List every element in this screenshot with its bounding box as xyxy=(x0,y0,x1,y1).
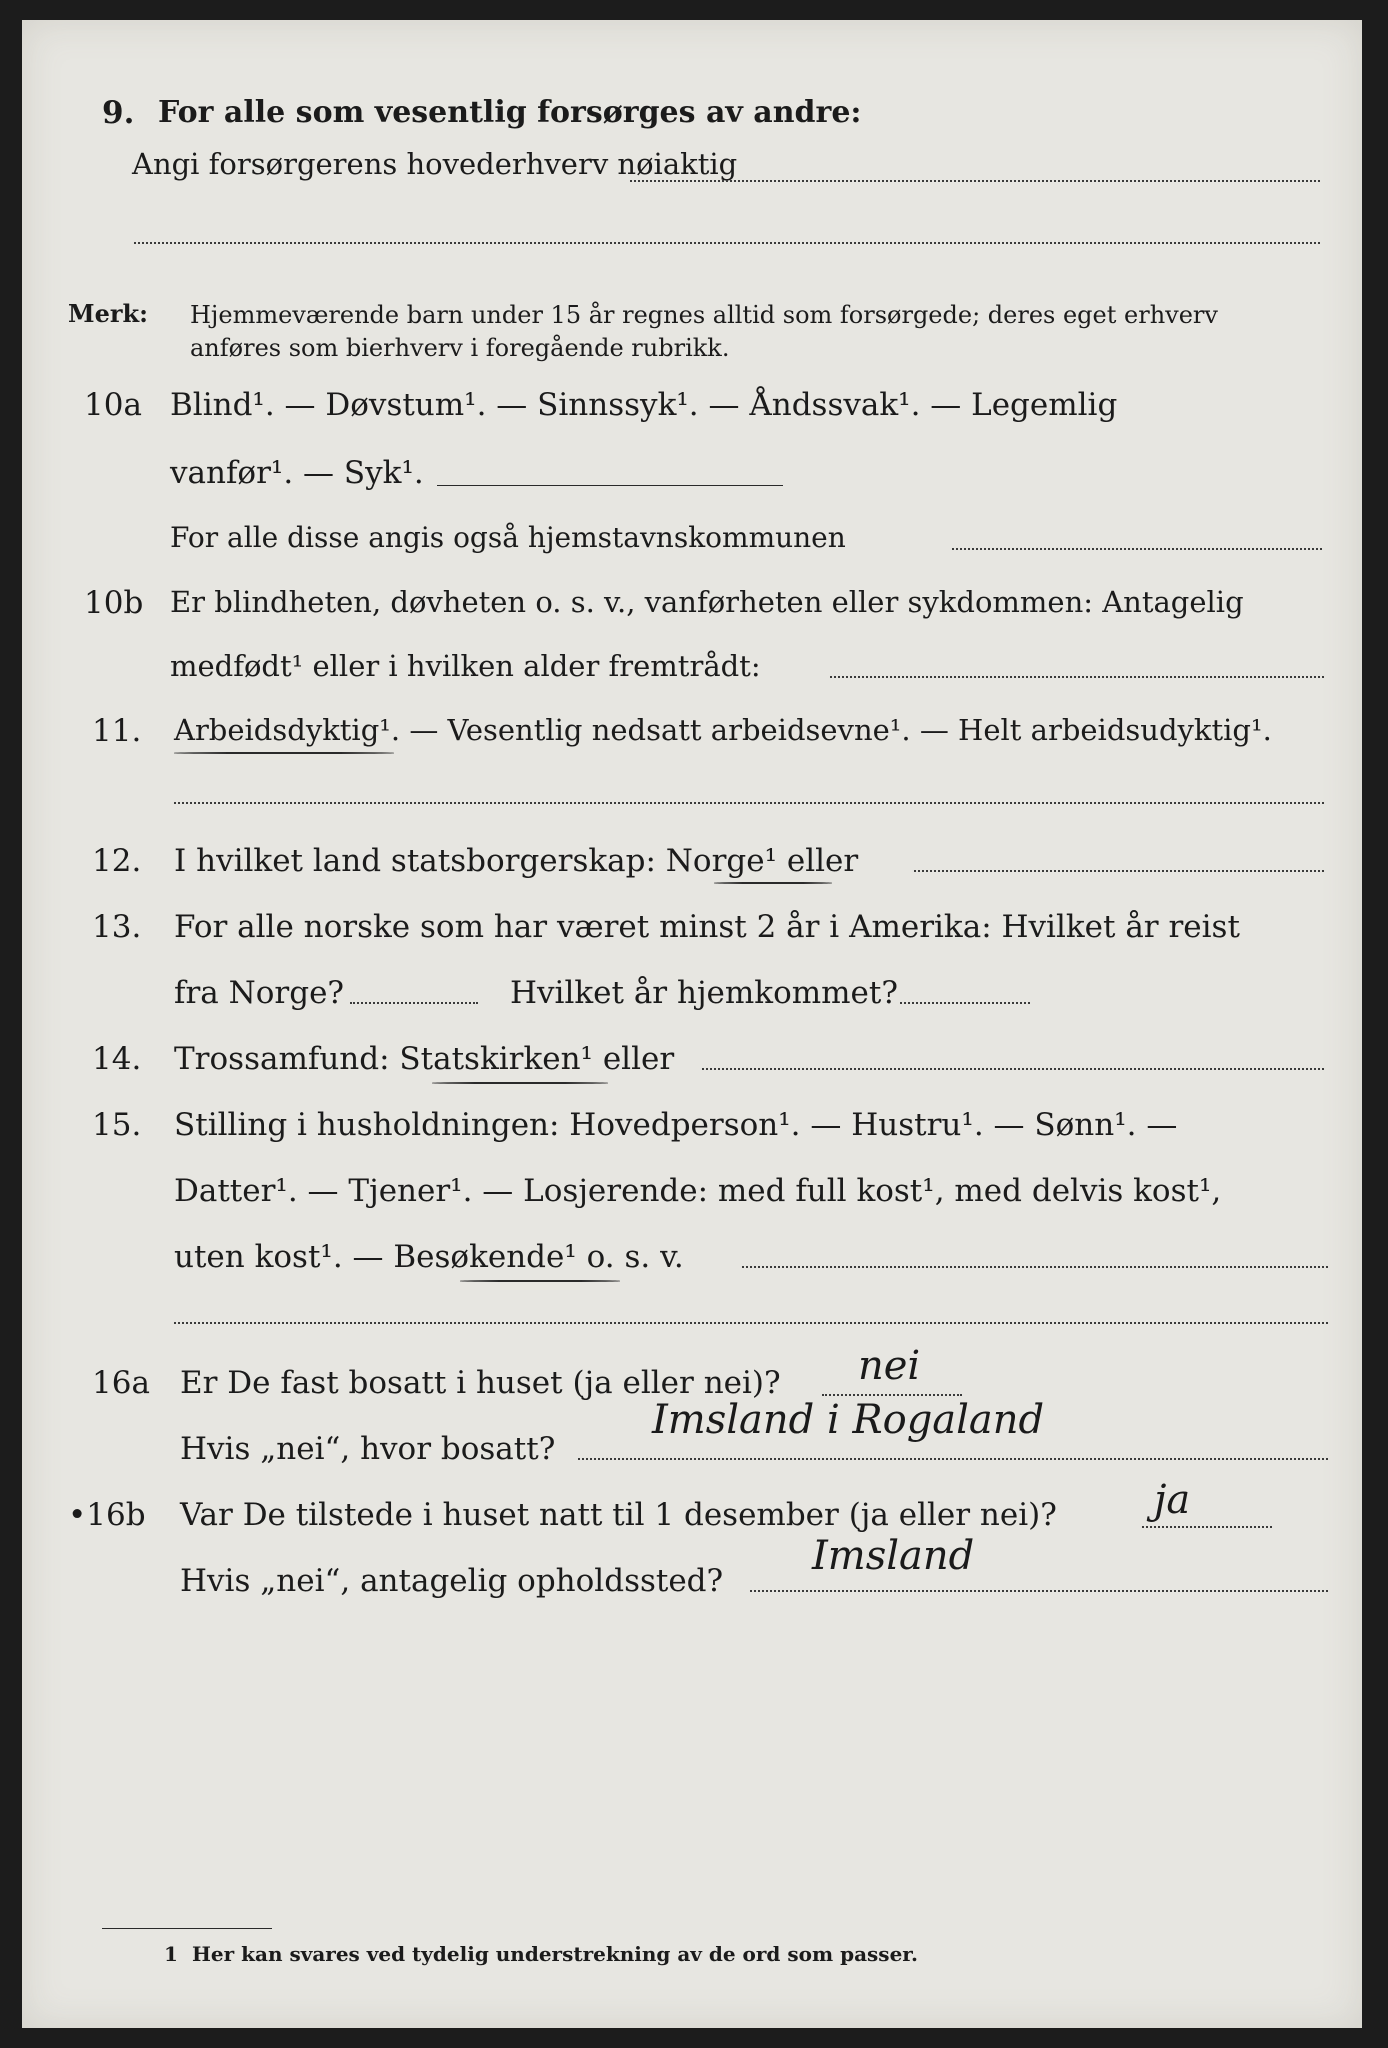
q16b-answer-line-1 xyxy=(1142,1526,1272,1528)
q10a-line-2: vanfør¹. — Syk¹. xyxy=(170,455,424,491)
q10b-line-1: Er blindheten, døvheten o. s. v., vanførheten eller sykdommen: Antagelig xyxy=(170,585,1244,619)
footnote-text: Her kan svares ved tydelig understrekning av de ord som passer. xyxy=(192,1942,918,1966)
q16a-line-1: Er De fast bosatt i huset (ja eller nei)? xyxy=(180,1365,781,1401)
q10a-line-1: Blind¹. — Døvstum¹. — Sinnssyk¹. — Åndssvak¹. — Legemlig xyxy=(170,387,1118,423)
q10a-number: 10a xyxy=(84,387,142,423)
merk-line-1: Hjemmeværende barn under 15 år regnes alltid som forsørgede; deres eget erhverv xyxy=(190,301,1218,329)
q16a-number: 16a xyxy=(92,1365,150,1401)
q15-underline-besokende xyxy=(460,1280,620,1282)
q10b-number: 10b xyxy=(84,585,144,621)
q15-answer-line-2 xyxy=(174,1322,1328,1324)
q13-line-2a: fra Norge? xyxy=(174,975,345,1011)
merk-line-2: anføres som bierhverv i foregående rubrikk. xyxy=(190,334,730,362)
q16b-number: •16b xyxy=(68,1497,146,1533)
q12-answer-line xyxy=(914,870,1324,872)
q15-line-3: uten kost¹. — Besøkende¹ o. s. v. xyxy=(174,1239,684,1275)
footnote-mark: 1 xyxy=(164,1942,178,1966)
q15-line-1: Stilling i husholdningen: Hovedperson¹. — Hustru¹. — Sønn¹. — xyxy=(174,1107,1178,1143)
q13-line-1: For alle norske som har været minst 2 år i Amerika: Hvilket år reist xyxy=(174,909,1240,945)
q10a-hjemstavn-line xyxy=(952,548,1322,550)
q14-number: 14. xyxy=(92,1041,142,1077)
census-form-page xyxy=(22,20,1362,2028)
q10a-line-3: For alle disse angis også hjemstavnskommunen xyxy=(170,521,846,554)
q11-answer-line xyxy=(174,802,1324,804)
q16b-answer-line-2 xyxy=(750,1590,1328,1592)
q16a-answer-line-1 xyxy=(822,1394,962,1396)
q16a-handwritten-answer-1: nei xyxy=(858,1343,921,1389)
q14-underline-statskirken xyxy=(432,1082,608,1084)
q9-number: 9. xyxy=(102,95,135,131)
q16a-answer-line-2 xyxy=(578,1458,1328,1460)
q9-answer-line xyxy=(630,180,1320,182)
q16b-line-2: Hvis „nei“, antagelig opholdssted? xyxy=(180,1563,724,1599)
q11-number: 11. xyxy=(92,713,142,749)
q10a-syk-line xyxy=(437,485,783,486)
q9-answer-line-2 xyxy=(134,242,1320,244)
q14-line-1: Trossamfund: Statskirken¹ eller xyxy=(174,1041,675,1077)
q11-underline-arbeidsdyktig xyxy=(174,752,394,754)
q13-number: 13. xyxy=(92,909,142,945)
q16a-line-2: Hvis „nei“, hvor bosatt? xyxy=(180,1431,556,1467)
q15-answer-line xyxy=(742,1266,1328,1268)
q15-line-2: Datter¹. — Tjener¹. — Losjerende: med full kost¹, med delvis kost¹, xyxy=(174,1173,1222,1209)
q12-line-1: I hvilket land statsborgerskap: Norge¹ eller xyxy=(174,843,859,879)
q16b-handwritten-answer-1: ja xyxy=(1154,1477,1191,1523)
q13-line-2b: Hvilket år hjemkommet? xyxy=(510,975,898,1011)
q9-prompt: Angi forsørgerens hovederhverv nøiaktig xyxy=(132,147,738,181)
q9-title: For alle som vesentlig forsørges av andre: xyxy=(158,95,862,130)
footnote-rule xyxy=(102,1928,272,1929)
q14-answer-line xyxy=(702,1068,1324,1070)
q16a-handwritten-answer-2: Imsland i Rogaland xyxy=(652,1397,1045,1443)
q16b-line-1: Var De tilstede i huset natt til 1 desember (ja eller nei)? xyxy=(180,1497,1057,1533)
q12-underline-norge xyxy=(714,882,832,884)
q13-hjemkommet-line xyxy=(900,1002,1030,1004)
merk-label: Merk: xyxy=(68,299,148,328)
q11-line-1: Arbeidsdyktig¹. — Vesentlig nedsatt arbeidsevne¹. — Helt arbeidsudyktig¹. xyxy=(174,713,1272,747)
q16b-handwritten-answer-2: Imsland xyxy=(812,1533,975,1579)
q10b-answer-line xyxy=(830,676,1324,678)
q15-number: 15. xyxy=(92,1107,142,1143)
q13-reist-line xyxy=(350,1002,478,1004)
q10b-line-2: medfødt¹ eller i hvilken alder fremtrådt: xyxy=(170,649,761,683)
q12-number: 12. xyxy=(92,843,142,879)
